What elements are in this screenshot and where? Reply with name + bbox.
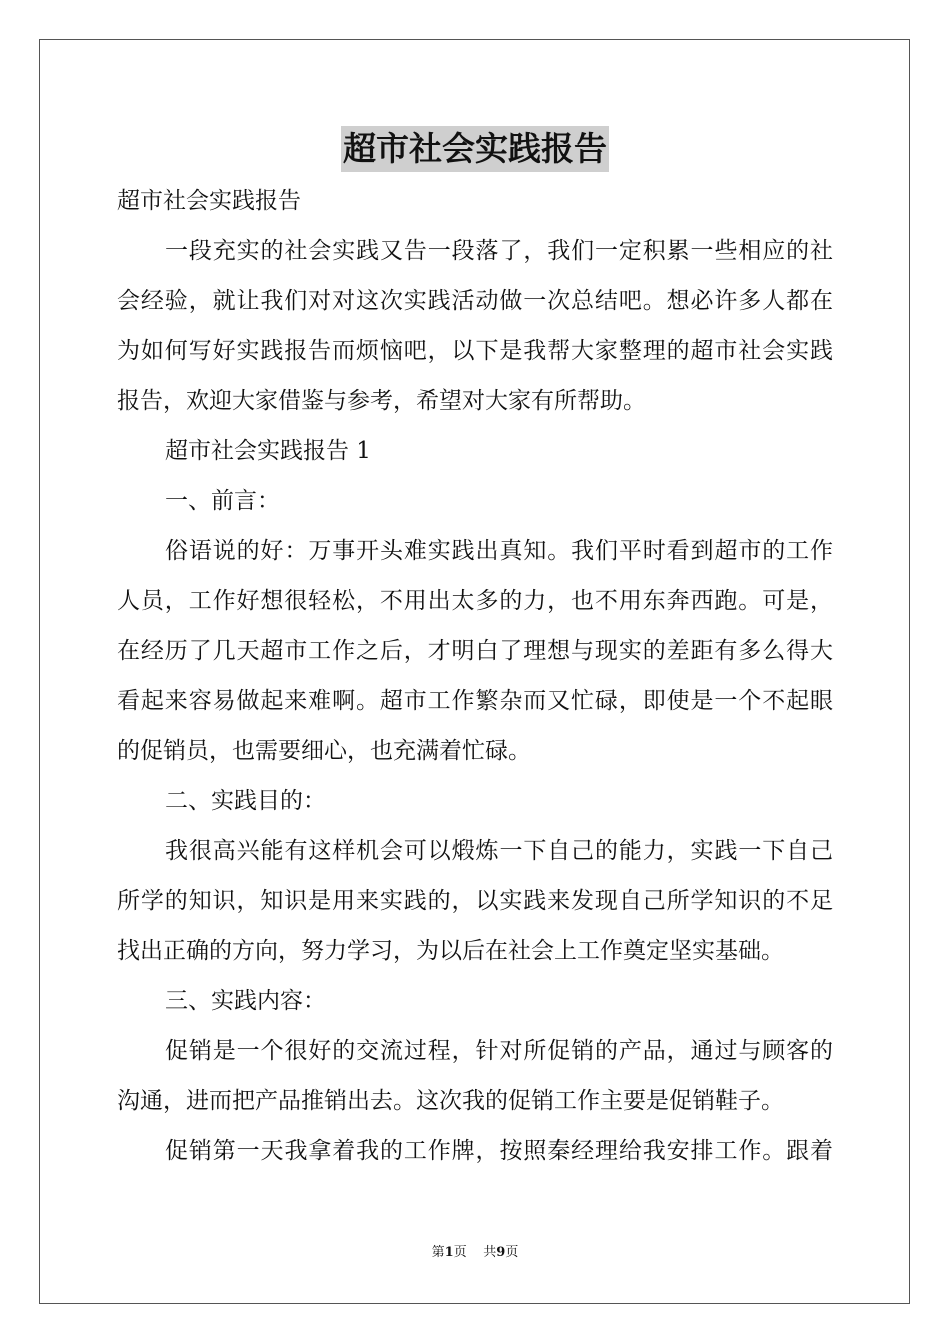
current-page-number: 1 <box>444 1245 454 1260</box>
body-text-line: 促销第一天我拿着我的工作牌，按照秦经理给我安排工作。跟着 <box>165 1138 833 1164</box>
body-text-line: 找出正确的方向，努力学习，为以后在社会上工作奠定坚实基础。 <box>117 938 784 964</box>
body-text-line: 一段充实的社会实践又告一段落了，我们一定积累一些相应的社 <box>165 238 833 264</box>
total-pages-suffix: 页 <box>505 1245 519 1260</box>
body-text-line: 我很高兴能有这样机会可以煅炼一下自己的能力，实践一下自己 <box>165 838 833 864</box>
document-title: 超市社会实践报告 <box>341 126 609 172</box>
page-number-suffix: 页 <box>453 1245 467 1260</box>
page-footer <box>0 1243 950 1263</box>
body-text-line: 超市社会实践报告 1 <box>165 438 371 464</box>
page-number-prefix: 第 <box>431 1245 445 1260</box>
body-text-line: 沟通，进而把产品推销出去。这次我的促销工作主要是促销鞋子。 <box>117 1088 784 1114</box>
body-text-line: 人员，工作好想很轻松，不用出太多的力，也不用东奔西跑。可是， <box>117 588 833 614</box>
body-text-line: 会经验，就让我们对对这次实践活动做一次总结吧。想必许多人都在 <box>117 288 833 314</box>
body-text-line: 看起来容易做起来难啊。超市工作繁杂而又忙碌，即使是一个不起眼 <box>117 688 833 714</box>
body-text-line: 二、实践目的： <box>165 788 326 814</box>
body-text-line: 在经历了几天超市工作之后，才明白了理想与现实的差距有多么得大 <box>117 638 833 664</box>
body-text-line: 所学的知识，知识是用来实践的，以实践来发现自己所学知识的不足 <box>117 888 833 914</box>
body-text-line: 报告，欢迎大家借鉴与参考，希望对大家有所帮助。 <box>117 388 646 414</box>
body-text-line: 超市社会实践报告 <box>117 188 301 214</box>
body-text-line: 一、前言： <box>165 488 280 514</box>
body-text-line: 的促销员，也需要细心，也充满着忙碌。 <box>117 738 531 764</box>
body-text-line: 三、实践内容： <box>165 988 326 1014</box>
total-pages-prefix: 共 <box>483 1245 497 1260</box>
body-text-line: 促销是一个很好的交流过程，针对所促销的产品，通过与顾客的 <box>165 1038 833 1064</box>
total-page-count: 9 <box>496 1245 506 1260</box>
title-area <box>0 126 950 172</box>
body-text-line: 为如何写好实践报告而烦恼吧，以下是我帮大家整理的超市社会实践 <box>117 338 833 364</box>
document-body <box>117 176 833 1176</box>
body-text-line: 俗语说的好：万事开头难实践出真知。我们平时看到超市的工作 <box>165 538 833 564</box>
